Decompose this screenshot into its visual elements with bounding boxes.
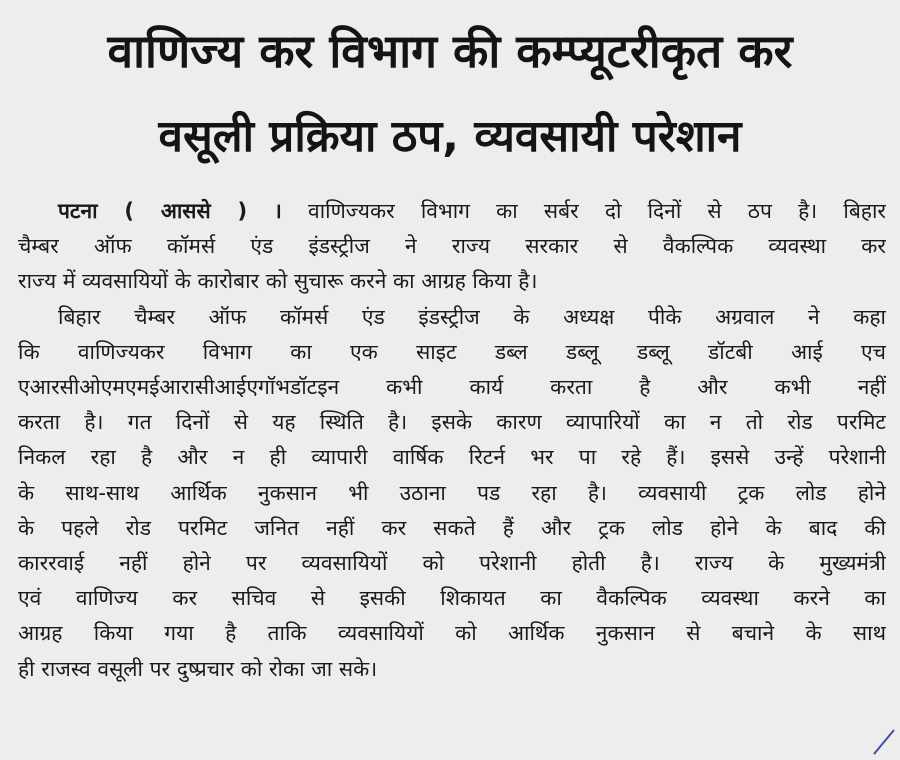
body-line: करता है। गत दिनों से यह स्थिति है। इसके कारण व्यापारियों का न तो रोड परमिट xyxy=(18,410,886,435)
article-body xyxy=(18,194,886,687)
body-line: एआरसीओएमएमईआरासीआईएगॉभडॉटइन कभी कार्य करता है और कभी नहीं xyxy=(18,375,886,400)
body-line: काररवाई नहीं होने पर व्यवसायियों को परेशानी होती है। राज्य के मुख्यमंत्री xyxy=(18,551,886,576)
headline-line-1: वाणिज्य कर विभाग की कम्प्यूटरीकृत कर xyxy=(107,24,793,78)
paragraph-2 xyxy=(18,300,886,687)
body-line-text: वाणिज्यकर विभाग का सर्बर दो दिनों से ठप है। बिहार xyxy=(308,199,886,223)
body-line: निकल रहा है और न ही व्यापारी वार्षिक रिटर्न भर पा रहे हैं। इससे उन्हें परेशानी xyxy=(18,445,886,470)
body-line: राज्य में व्यवसायियों के कारोबार को सुचारू करने का आग्रह किया है। xyxy=(18,269,538,294)
body-line: के पहले रोड परमिट जनित नहीं कर सकते हैं और ट्रक लोड होने के बाद की xyxy=(18,515,886,540)
body-line xyxy=(18,194,886,229)
body-line: बिहार चैम्बर ऑफ कॉमर्स एंड इंडस्ट्रीज के अध्यक्ष पीके अग्रवाल ने कहा xyxy=(58,304,886,329)
body-line: चैम्बर ऑफ कॉमर्स एंड इंडस्ट्रीज ने राज्य सरकार से वैकल्पिक व्यवस्था कर xyxy=(18,234,886,259)
paragraph-1 xyxy=(18,194,886,300)
body-line: आग्रह किया गया है ताकि व्यवसायियों को आर्थिक नुकसान से बचाने के साथ xyxy=(18,621,886,646)
headline-line-2: वसूली प्रक्रिया ठप, व्यवसायी परेशान xyxy=(158,111,742,162)
body-line: ही राजस्व वसूली पर दुष्प्रचार को रोका जा सके। xyxy=(18,656,378,681)
body-line: कि वाणिज्यकर विभाग का एक साइट डब्ल डब्लू डब्लू डॉटबी आई एच xyxy=(18,339,886,364)
body-line: के साथ-साथ आर्थिक नुकसान भी उठाना पड रहा है। व्यवसायी ट्रक लोड होने xyxy=(18,480,886,505)
pen-mark-icon xyxy=(870,726,896,756)
body-line: एवं वाणिज्य कर सचिव से इसकी शिकायत का वैकल्पिक व्यवस्था करने का xyxy=(18,586,886,611)
dateline: पटना ( आससे ) । xyxy=(58,199,282,223)
